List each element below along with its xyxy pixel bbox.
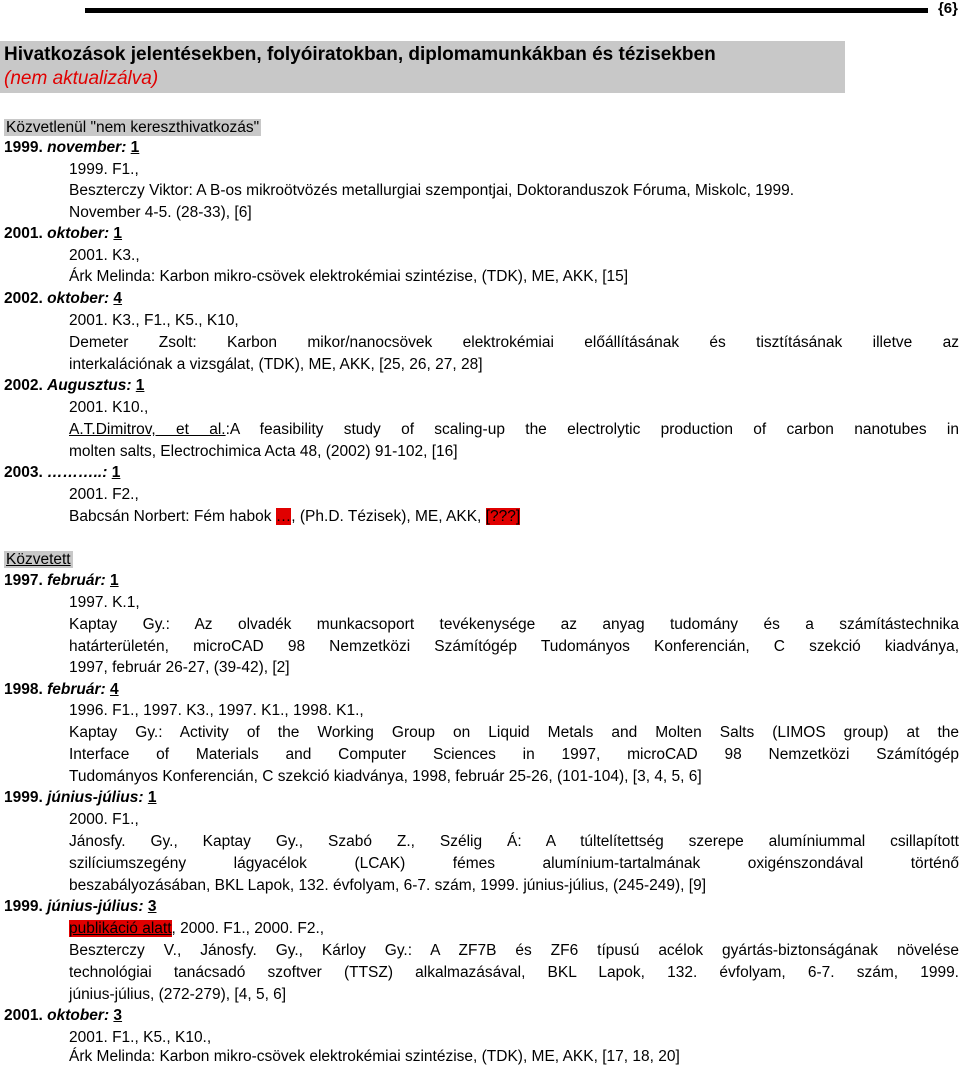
entry-text: Interface of Materials and Computer Sciences in 1997, microCAD 98 Nemzetközi Számítógép: [69, 746, 959, 763]
entry-text: Kaptay Gy.: Activity of the Working Group on Liquid Metals and Molten Salts (LIMOS group) at the: [69, 724, 959, 741]
entry-text: 1997, február 26-27, (39-42), [2]: [69, 659, 290, 676]
entry-code: 2001. F1., K5., K10.,: [69, 1029, 212, 1046]
page-subtitle: (nem aktualizálva): [4, 68, 159, 89]
entry-code: 1996. F1., 1997. K3., 1997. K1., 1998. K1.,: [69, 702, 364, 719]
entry-text: November 4-5. (28-33), [6]: [69, 204, 252, 221]
entry-date: 2002. oktober: 4: [4, 290, 123, 307]
entry-date: 1998. február: 4: [4, 681, 119, 698]
entry-code: 2001. F2.,: [69, 486, 139, 503]
entry-date: 2001. oktober: 3: [4, 1007, 123, 1024]
entry-code: 2001. K3.,: [69, 247, 140, 264]
entry-date: 1999. november: 1: [4, 139, 140, 156]
entry-date: 1999. június-július: 3: [4, 898, 157, 915]
entry-text: Árk Melinda: Karbon mikro-csövek elektrokémiai szintézise, (TDK), ME, AKK, [15]: [69, 268, 629, 285]
entry-code: 1997. K.1,: [69, 594, 140, 611]
entry-text: Beszterczy Viktor: A B-os mikroötvözés metallurgiai szempontjai, Doktoranduszok Fóruma, Miskolc, 1999.: [69, 182, 795, 199]
direct-heading: Közvetlenül "nem kereszthivatkozás": [6, 119, 260, 136]
entry-text: A.T.Dimitrov, et al.:A feasibility study of scaling-up the electrolytic production of carbon nanotubes in: [69, 421, 959, 438]
entry-text: Árk Melinda: Karbon mikro-csövek elektrokémiai szintézise, (TDK), ME, AKK, [17, 18, 20]: [69, 1048, 680, 1065]
entry-code: 2000. F1.,: [69, 811, 139, 828]
entry-text: beszabályozásában, BKL Lapok, 132. évfolyam, 6-7. szám, 1999. június-július, (245-249), [9]: [69, 877, 707, 894]
entry-text: Babcsán Norbert: Fém habok …, (Ph.D. Tézisek), ME, AKK, [???]: [69, 508, 521, 525]
entry-date: 1999. június-július: 1: [4, 789, 157, 806]
entry-text: Beszterczy V., Jánosfy. Gy., Kárloy Gy.: A ZF7B és ZF6 típusú acélok gyártás-biztonságának növelése: [69, 942, 959, 959]
entry-code: 2001. K10.,: [69, 399, 149, 416]
entry-text: interkalációnak a vizsgálat, (TDK), ME, AKK, [25, 26, 27, 28]: [69, 356, 483, 373]
entry-text: június-július, (272-279), [4, 5, 6]: [69, 986, 287, 1003]
entry-text: Demeter Zsolt: Karbon mikor/nanocsövek elektrokémiai előállításának és tisztításának illetve az: [69, 334, 959, 351]
entry-text: Kaptay Gy.: Az olvadék munkacsoport tevékenysége az anyag tudomány és a számítástechnika: [69, 616, 959, 633]
title-block: [0, 41, 845, 93]
header-rule: [85, 8, 928, 13]
entry-text: technológiai tanácsadó szoftver (TTSZ) alkalmazásával, BKL Lapok, 132. évfolyam, 6-7. szám, 1999.: [69, 964, 959, 981]
entry-code: publikáció alatt, 2000. F1., 2000. F2.,: [69, 920, 325, 937]
entry-code: 1999. F1.,: [69, 161, 139, 178]
entry-text: Tudományos Konferencián, C szekció kiadványa, 1998, február 25-26, (101-104), [3, 4, 5, 6]: [69, 768, 702, 785]
entry-text: határterületén, microCAD 98 Nemzetközi Számítógép Tudományos Konferencián, C szekció kiadványa,: [69, 638, 959, 655]
entry-date: 2001. oktober: 1: [4, 225, 123, 242]
entry-text: szilíciumszegény lágyacélok (LCAK) fémes alumínium-tartalmának oxigénszondával történő: [69, 855, 959, 872]
entry-code: 2001. K3., F1., K5., K10,: [69, 312, 239, 329]
page-number: {6}: [937, 0, 958, 17]
entry-date: 1997. február: 1: [4, 572, 119, 589]
page-title: Hivatkozások jelentésekben, folyóiratokban, diplomamunkákban és tézisekben: [4, 44, 716, 65]
entry-date: 2002. Augusztus: 1: [4, 377, 145, 394]
entry-text: molten salts, Electrochimica Acta 48, (2002) 91-102, [16]: [69, 443, 458, 460]
indirect-heading: Közvetett: [6, 551, 71, 568]
entry-text: Jánosfy. Gy., Kaptay Gy., Szabó Z., Szélig Á: A túltelítettség szerepe alumíniummal csillapított: [69, 833, 959, 850]
entry-date: 2003. ………..: 1: [4, 464, 121, 481]
